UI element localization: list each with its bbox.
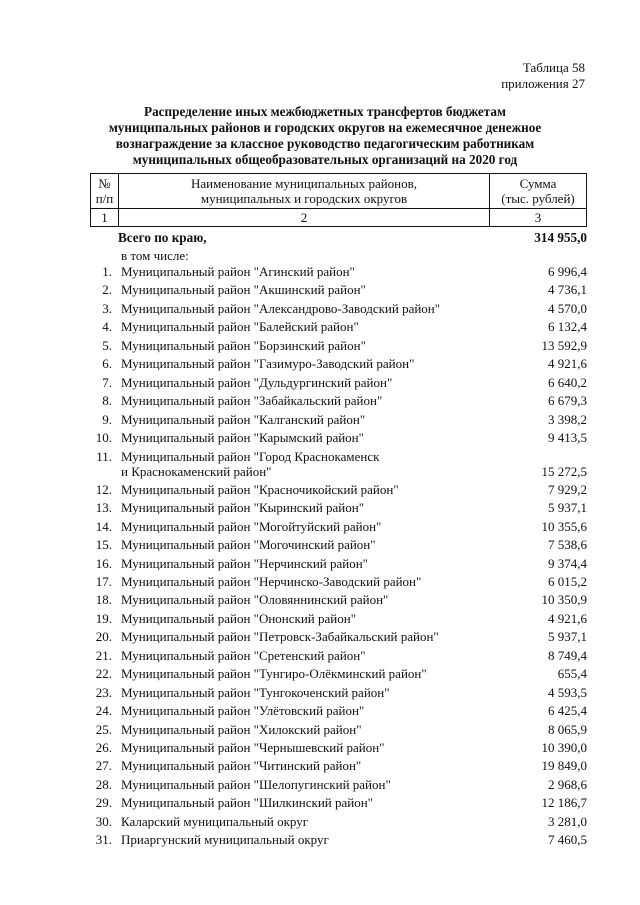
row-number: 12. [95, 481, 112, 497]
row-number: 23. [95, 684, 112, 700]
row-number: 1. [102, 264, 112, 279]
row-amount: 6 132,4 [548, 319, 587, 335]
row-amount: 5 937,1 [548, 500, 587, 516]
row-number: 17. [95, 573, 112, 589]
row-number: 24. [95, 703, 112, 719]
row-number: 27. [95, 758, 112, 774]
row-amount: 10 355,6 [541, 518, 587, 534]
row-name: Муниципальный район "Оловяннинский район" [121, 592, 389, 608]
row-amount: 4 736,1 [548, 282, 587, 298]
column-header-amount: Сумма (тыс. рублей) [490, 174, 587, 209]
row-number: 29. [95, 795, 112, 811]
row-name: Муниципальный район "Шилкинский район" [121, 795, 373, 811]
document-title [90, 104, 560, 168]
row-number: 25. [95, 721, 112, 737]
row-number: 21. [95, 647, 112, 663]
row-name: Муниципальный район "Карымский район" [121, 430, 364, 446]
row-number: 18. [95, 592, 112, 608]
row-amount: 6 425,4 [548, 703, 587, 719]
row-number: 7. [102, 374, 112, 390]
row-name: Муниципальный район "Дульдургинский район" [121, 374, 393, 390]
row-amount: 7 460,5 [548, 832, 587, 848]
row-amount: 6 015,2 [548, 573, 587, 589]
row-number: 20. [95, 629, 112, 645]
row-amount: 10 390,0 [541, 740, 587, 755]
row-name: Муниципальный район "Хилокский район" [121, 721, 362, 737]
table-header [90, 173, 587, 227]
row-name: Муниципальный район "Могочинский район" [121, 537, 376, 553]
row-number: 15. [95, 537, 112, 553]
including-label: в том числе: [121, 248, 189, 263]
row-amount: 9 374,4 [548, 555, 587, 571]
row-amount: 15 272,5 [541, 463, 587, 479]
row-amount: 4 921,6 [548, 356, 587, 372]
title-line: Распределение иных межбюджетных трансфертов бюджетам [144, 104, 506, 119]
row-name: Муниципальный район "Красночикойский район" [121, 481, 399, 497]
row-name: Приаргунский муниципальный округ [121, 832, 329, 848]
row-name: Муниципальный район "Нерчинско-Заводский район" [121, 573, 422, 589]
column-header-name: Наименование муниципальных районов, муниципальных и городских округов [119, 174, 490, 209]
row-number: 16. [95, 555, 112, 571]
total-value: 314 955,0 [534, 230, 587, 245]
row-name: Муниципальный район "Улётовский район" [121, 703, 365, 719]
row-name: Муниципальный район "Петровск-Забайкальский район" [121, 629, 439, 645]
row-name: Муниципальный район "Балейский район" [121, 319, 359, 335]
row-amount: 7 929,2 [548, 481, 587, 497]
row-amount: 4 921,6 [548, 610, 587, 626]
row-number: 19. [95, 610, 112, 626]
title-line: муниципальных районов и городских округов на ежемесячное денежное [108, 120, 542, 135]
row-name: Муниципальный район "Шелопугинский район" [121, 776, 391, 792]
row-amount: 7 538,6 [548, 537, 587, 553]
row-number: 5. [102, 337, 112, 353]
row-number: 13. [95, 500, 112, 516]
column-index: 1 [91, 209, 119, 227]
row-amount: 6 679,3 [548, 393, 587, 409]
row-name: Муниципальный район "Тунгиро-Олёкминский район" [121, 666, 427, 682]
row-amount: 8 065,9 [548, 721, 587, 737]
column-index: 3 [490, 209, 587, 227]
row-number: 10. [95, 430, 112, 446]
row-name: Муниципальный район "Борзинский район" [121, 337, 366, 353]
row-number: 2. [102, 282, 112, 298]
row-number: 30. [95, 813, 112, 829]
row-number: 26. [95, 740, 112, 755]
column-index: 2 [119, 209, 490, 227]
column-header-number: № п/п [91, 174, 119, 209]
row-name: Муниципальный район "Забайкальский район" [121, 393, 383, 409]
row-amount: 6 996,4 [548, 264, 587, 279]
row-name: Муниципальный район "Кыринский район" [121, 500, 365, 516]
row-number: 4. [102, 319, 112, 335]
row-name: Муниципальный район "Акшинский район" [121, 282, 366, 298]
row-amount: 19 849,0 [541, 758, 587, 774]
row-amount: 10 350,9 [541, 592, 587, 608]
row-amount: 6 640,2 [548, 374, 587, 390]
title-line: муниципальных общеобразовательных организаций на 2020 год [132, 152, 518, 167]
row-amount: 2 968,6 [548, 776, 587, 792]
appendix-reference: приложения 27 [501, 76, 585, 91]
row-number: 8. [102, 393, 112, 409]
row-name: Муниципальный район "Сретенский район" [121, 647, 366, 663]
row-name: Муниципальный район "Газимуро-Заводский район" [121, 356, 415, 372]
row-name: Муниципальный район "Калганский район" [121, 411, 366, 427]
row-number: 9. [102, 411, 112, 427]
row-name: Муниципальный район "Александрово-Заводский район" [121, 300, 441, 316]
row-number: 22. [95, 666, 112, 682]
row-name: Муниципальный район "Агинский район" [121, 264, 355, 279]
title-line: вознаграждение за классное руководство педагогическим работникам [115, 136, 535, 151]
row-name: Муниципальный район "Чернышевский район" [121, 740, 385, 755]
row-amount: 4 570,0 [548, 300, 587, 316]
row-name-continuation: и Краснокаменский район" [121, 463, 272, 479]
row-name: Муниципальный район "Нерчинский район" [121, 555, 368, 571]
row-amount: 8 749,4 [548, 647, 587, 663]
row-number: 6. [102, 356, 112, 372]
row-name: Муниципальный район "Читинский район" [121, 758, 362, 774]
row-number: 14. [95, 518, 112, 534]
row-amount: 3 398,2 [548, 411, 587, 427]
row-amount: 12 186,7 [541, 795, 587, 811]
row-number: 11. [96, 448, 112, 464]
row-name: Муниципальный район "Город Краснокаменск [121, 448, 380, 464]
row-amount: 13 592,9 [541, 337, 587, 353]
table-number: Таблица 58 [522, 60, 585, 75]
row-name: Каларский муниципальный округ [121, 813, 309, 829]
row-amount: 9 413,5 [548, 430, 587, 446]
row-name: Муниципальный район "Могойтуйский район" [121, 518, 382, 534]
total-label: Всего по краю, [118, 230, 207, 245]
row-number: 3. [102, 300, 112, 316]
row-amount: 4 593,5 [548, 684, 587, 700]
row-number: 28. [95, 776, 112, 792]
row-amount: 3 281,0 [548, 813, 587, 829]
row-amount: 655,4 [557, 666, 587, 682]
row-amount: 5 937,1 [548, 629, 587, 645]
row-number: 31. [95, 832, 112, 848]
row-name: Муниципальный район "Тунгокоченский район" [121, 684, 390, 700]
row-name: Муниципальный район "Ононский район" [121, 610, 357, 626]
